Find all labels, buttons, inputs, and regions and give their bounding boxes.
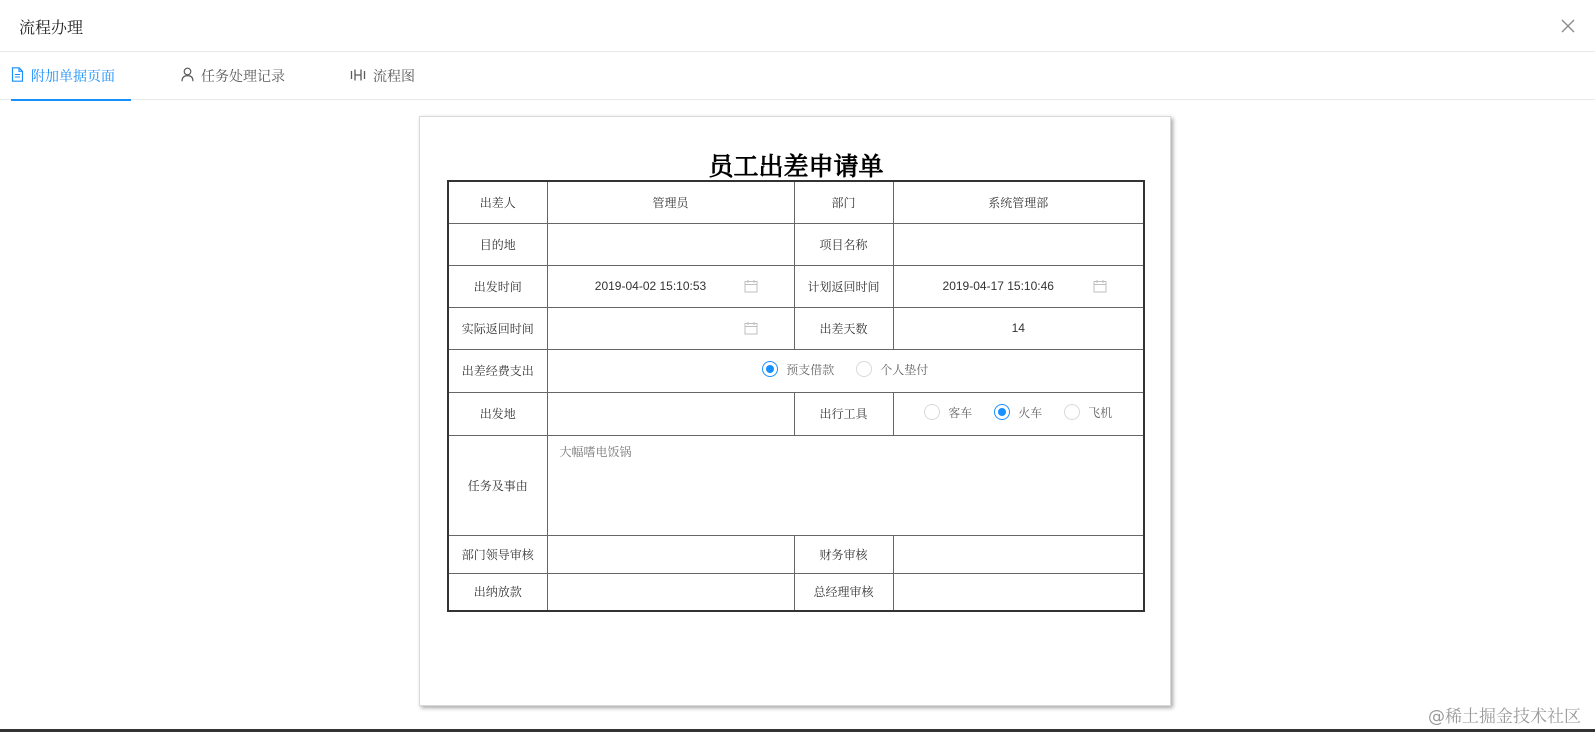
dept-field[interactable]: 系统管理部 [893,181,1144,223]
transport-label: 出行工具 [794,392,893,435]
depart-place-field[interactable] [547,392,794,435]
table-row [448,573,1144,611]
tab-label: 任务处理记录 [201,68,285,84]
radio-checked-icon [762,361,778,377]
plan-return-value: 2019-04-17 15:10:46 [942,279,1054,293]
table-row [448,223,1144,265]
depart-time-label: 出发时间 [448,265,547,307]
calendar-icon[interactable] [1093,279,1107,293]
table-row [448,535,1144,573]
tab-attached-document[interactable] [11,52,131,100]
days-field[interactable]: 14 [893,307,1144,349]
radio-label: 预支借款 [786,362,835,377]
radio-plane[interactable] [1064,404,1112,421]
cashier-field[interactable] [547,573,794,611]
calendar-icon[interactable] [744,321,758,335]
finance-label: 财务审核 [794,535,893,573]
table-row [448,181,1144,223]
depart-time-picker[interactable] [547,265,794,307]
table-row [448,349,1144,392]
tab-task-records[interactable] [181,52,285,100]
radio-coach[interactable] [924,404,972,421]
radio-advance-loan[interactable] [762,361,834,378]
traveler-field[interactable]: 管理员 [547,181,794,223]
modal-header [0,0,1595,52]
transport-radio-group [893,392,1144,435]
radio-train[interactable] [994,404,1042,421]
dept-lead-field[interactable] [547,535,794,573]
radio-personal-advance[interactable] [856,361,928,378]
project-field[interactable] [893,223,1144,265]
finance-field[interactable] [893,535,1144,573]
dept-lead-label: 部门领导审核 [448,535,547,573]
reason-textarea[interactable]: 大幅嗜电饭锅 [547,435,1144,535]
project-label: 项目名称 [794,223,893,265]
table-row [448,307,1144,349]
reason-label: 任务及事由 [448,435,547,535]
actual-return-picker[interactable] [547,307,794,349]
flow-icon [350,68,373,85]
destination-label: 目的地 [448,223,547,265]
radio-unchecked-icon [856,361,872,377]
tab-label: 流程图 [373,68,415,84]
gm-label: 总经理审核 [794,573,893,611]
plan-return-label: 计划返回时间 [794,265,893,307]
close-icon[interactable] [1556,14,1580,38]
destination-field[interactable] [547,223,794,265]
user-icon [181,67,201,85]
expense-radio-group [547,349,1144,392]
plan-return-picker[interactable] [893,265,1144,307]
traveler-label: 出差人 [448,181,547,223]
tab-bar [0,52,1595,100]
depart-place-label: 出发地 [448,392,547,435]
dept-label: 部门 [794,181,893,223]
file-icon [11,67,31,85]
radio-label: 个人垫付 [880,362,929,377]
form-title: 员工出差申请单 [708,152,884,181]
table-row [448,392,1144,435]
form-paper [419,116,1171,706]
table-row [448,265,1144,307]
actual-return-label: 实际返回时间 [448,307,547,349]
watermark: @稀土掘金技术社区 [1428,707,1581,727]
radio-checked-icon [994,404,1010,420]
tab-flowchart[interactable] [350,52,415,100]
depart-time-value: 2019-04-02 15:10:53 [594,279,707,293]
expense-label: 出差经费支出 [448,349,547,392]
days-label: 出差天数 [794,307,893,349]
cashier-label: 出纳放款 [448,573,547,611]
radio-unchecked-icon [924,404,940,420]
modal-title: 流程办理 [19,20,84,37]
radio-label: 飞机 [1088,405,1113,420]
calendar-icon[interactable] [744,279,758,293]
radio-label: 客车 [948,405,973,420]
tab-label: 附加单据页面 [31,68,115,84]
radio-label: 火车 [1018,405,1043,420]
travel-request-table [447,180,1145,612]
gm-field[interactable] [893,573,1144,611]
radio-unchecked-icon [1064,404,1080,420]
table-row [448,435,1144,535]
